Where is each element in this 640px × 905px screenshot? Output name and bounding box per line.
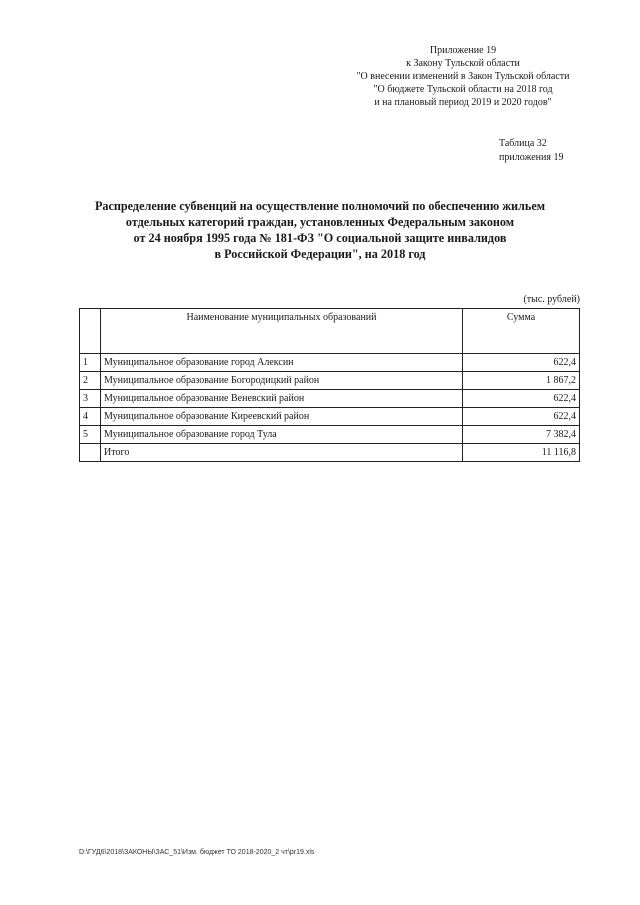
row-sum: 622,4: [463, 390, 580, 408]
table-row: [80, 354, 580, 372]
row-num: 1: [80, 354, 101, 372]
subsidy-table: [79, 308, 580, 462]
appendix-line-2: к Закону Тульской области: [406, 58, 520, 69]
row-sum: 1 867,2: [463, 372, 580, 390]
table-total-row: [80, 444, 580, 462]
appendix-line-3: "О внесении изменений в Закон Тульской области: [356, 71, 570, 82]
total-sum: 11 116,8: [463, 444, 580, 462]
row-name: Муниципальное образование Веневский район: [101, 390, 463, 408]
row-num: 4: [80, 408, 101, 426]
document-title: [60, 198, 580, 262]
table-header-row: [80, 309, 580, 354]
header-name-cell: Наименование муниципальных образований: [101, 309, 463, 354]
table-reference: [499, 137, 563, 165]
table-row: [80, 408, 580, 426]
appendix-line-1: Приложение 19: [429, 45, 497, 56]
file-path-footer: D:\ГУД6\2018\ЗАКОНЫ\ЗАС_51\Изм. бюджет ТО 2018-2020_2 чт\pr19.xls: [79, 849, 315, 856]
title-line-1: Распределение субвенций на осуществление полномочий по обеспечению жильем: [94, 199, 546, 213]
title-line-4: в Российской Федерации", на 2018 год: [214, 247, 426, 261]
header-num-cell: [80, 309, 101, 354]
row-name: Муниципальное образование город Алексин: [101, 354, 463, 372]
total-label: Итого: [101, 444, 463, 462]
row-sum: 622,4: [463, 408, 580, 426]
title-line-2: отдельных категорий граждан, установленных Федеральным законом: [125, 215, 515, 229]
table-row: [80, 372, 580, 390]
appendix-line-5: и на плановый период 2019 и 2020 годов": [374, 97, 552, 108]
appendix-line-4: "О бюджете Тульской области на 2018 год: [373, 84, 553, 95]
header-sum-cell: Сумма: [463, 309, 580, 354]
row-num: 5: [80, 426, 101, 444]
row-sum: 622,4: [463, 354, 580, 372]
appendix-header: [348, 44, 578, 109]
table-row: [80, 390, 580, 408]
row-name: Муниципальное образование Богородицкий район: [101, 372, 463, 390]
row-name: Муниципальное образование город Тула: [101, 426, 463, 444]
row-num: 2: [80, 372, 101, 390]
table-row: [80, 426, 580, 444]
total-num-cell: [80, 444, 101, 462]
table-ref-line-2: приложения 19: [499, 152, 564, 163]
row-sum: 7 382,4: [463, 426, 580, 444]
title-line-3: от 24 ноября 1995 года № 181-ФЗ "О социальной защите инвалидов: [133, 231, 507, 245]
row-num: 3: [80, 390, 101, 408]
table-ref-line-1: Таблица 32: [499, 138, 547, 149]
units-label: (тыс. рублей): [523, 294, 580, 305]
row-name: Муниципальное образование Киреевский район: [101, 408, 463, 426]
